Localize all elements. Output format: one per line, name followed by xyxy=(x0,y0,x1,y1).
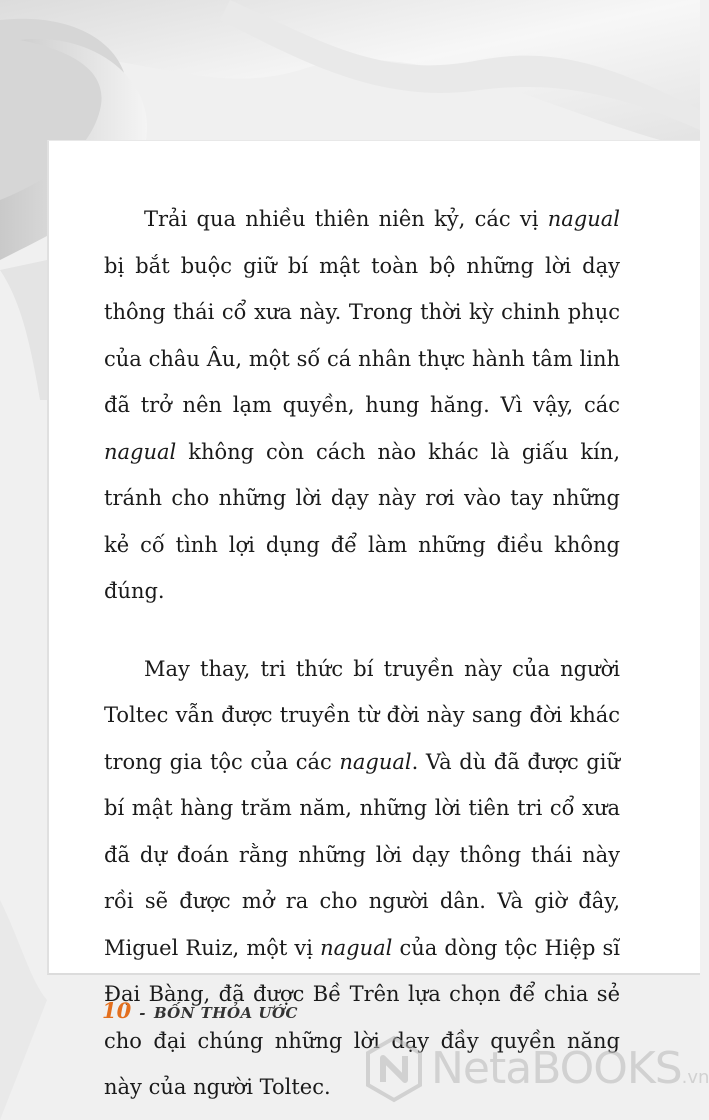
footer-separator: - xyxy=(139,1004,146,1022)
book-title: BỐN THỎA ƯỚC xyxy=(153,1004,298,1022)
watermark-brand: NetaBOOKS xyxy=(431,1043,682,1094)
text-run: bị bắt buộc giữ bí mật toàn bộ những lời dạy thông thái cổ xưa này. Trong thời kỳ chinh phục của châu Âu, một số cá nhân thực hành tâm linh đã trở nên lạm quyền, hung hăng. Vì vậy, các xyxy=(104,253,620,417)
text-run: của dòng tộc Hiệp sĩ Đại Bàng, đã được Bề Trên lựa chọn để chia sẻ cho đại chúng những lời dạy đầy quyền năng này của người Toltec. xyxy=(104,935,620,1099)
italic-term: nagual xyxy=(320,935,393,960)
italic-term: nagual xyxy=(104,439,177,464)
page-number: 10 xyxy=(102,998,132,1023)
paragraph-1 xyxy=(104,196,620,615)
text-run: . Và dù đã được giữ bí mật hàng trăm năm, những lời tiên tri cổ xưa đã dự đoán rằng những lời dạy thông thái này rồi sẽ được mở ra cho người dân. Và giờ đây, Miguel Ruiz, một vị xyxy=(104,749,620,960)
text-run: không còn cách nào khác là giấu kín, tránh cho những lời dạy này rơi vào tay những kẻ cố tình lợi dụng để làm những điều không đúng. xyxy=(104,439,620,603)
text-run: Trải qua nhiều thiên niên kỷ, các vị xyxy=(144,207,548,231)
netabooks-logo-icon xyxy=(365,1036,423,1102)
text-run: May thay, tri thức bí truyền này của người Toltec vẫn được truyền từ đời này sang đời khác trong gia tộc của các xyxy=(104,656,620,774)
body-text xyxy=(104,196,620,1111)
italic-term: nagual xyxy=(547,207,620,231)
italic-term: nagual xyxy=(339,749,412,774)
watermark xyxy=(365,1036,709,1102)
page-footer xyxy=(102,998,298,1023)
watermark-suffix: .vn xyxy=(681,1067,709,1088)
